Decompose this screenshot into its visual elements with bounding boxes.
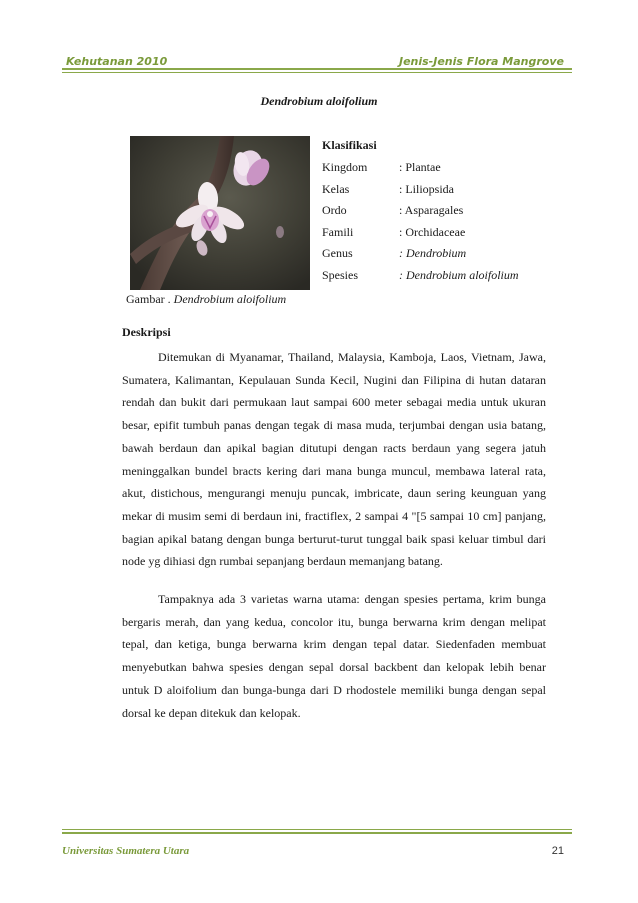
classification-row	[322, 224, 466, 247]
row-key: Kelas	[322, 181, 350, 196]
row-value: : Asparagales	[399, 203, 464, 217]
row-key: Ordo	[322, 203, 347, 217]
description-heading: Deskripsi	[122, 325, 171, 339]
row-key: Genus	[322, 246, 353, 260]
row-key: Spesies	[322, 267, 358, 282]
classification-table	[322, 138, 519, 289]
page-number: 21	[551, 845, 564, 857]
classification-row	[322, 267, 519, 290]
row-value: : Plantae	[399, 160, 441, 174]
header-left: Kehutanan 2010	[66, 55, 168, 68]
row-value: : Dendrobium aloifolium	[399, 267, 519, 282]
row-key: Kingdom	[322, 160, 368, 174]
classification-row	[322, 203, 464, 225]
classification-row	[322, 181, 454, 204]
footer-institution: Universitas Sumatera Utara	[62, 845, 190, 857]
orchid-photo	[130, 136, 310, 290]
classification-row	[322, 246, 467, 268]
row-key: Famili	[322, 224, 354, 239]
footer-rule-thin	[62, 829, 572, 830]
row-value: : Liliopsida	[399, 181, 454, 196]
caption-species: Dendrobium aloifolium	[173, 292, 287, 306]
header-right: Jenis-Jenis Flora Mangrove	[398, 55, 564, 68]
footer-rule	[62, 832, 572, 834]
description-paragraph-1: Ditemukan di Myanamar, Thailand, Malaysia, Kamboja, Laos, Vietnam, Jawa, Sumatera, Kalimantan, Kepulauan Sunda Kecil, Nugini dan Filipina di hutan dataran rendah dan bukit dari permukaan laut sampai 600 meter sebagai media untuk ukuran besar, epifit tumbuh panas dengan tegak di masa muda, terjumbai dengan usia batang, bawah berdaun dan apikal bagian ditutupi dengan racts berdaun yang segera jatuh meninggalkan bundel bracts kering dari mana bunga muncul, membawa lateral rata, akut, distichous, mengurangi menuju puncak, imbricate, daun sering keunguan yang mekar di musim semi di berdaun ini, fractiflex, 2 sampai 4 "[5 sampai 10 cm] panjang, bagian apikal batang dengan bunga berturut-turut tunggal baik spasi keluar timbul dari node yg dihiasi dgn rumbai sepanjang berdaun memanjang batang.	[122, 350, 546, 569]
figure-caption	[126, 292, 286, 307]
row-value: : Dendrobium	[399, 246, 467, 260]
caption-prefix: Gambar .	[126, 292, 174, 306]
page-title: Dendrobium aloifolium	[260, 94, 378, 108]
header-rule-thin	[62, 72, 572, 73]
description-paragraph-2: Tampaknya ada 3 varietas warna utama: dengan spesies pertama, krim bunga bergaris merah, dan yang kedua, concolor itu, bunga berwarna krim dengan melipat tepal, dan ketiga, bunga berwarna krim dengan tepal datar. Siedenfaden membuat menyebutkan bahwa spesies dengan sepal dorsal backbent dan kelopak lebih benar untuk D aloifolium dan bunga-bunga dari D rhodostele memiliki bunga dengan sepal dorsal ke depan ditekuk dan kelopak.	[122, 592, 546, 720]
classification-heading: Klasifikasi	[322, 138, 377, 152]
row-value: : Orchidaceae	[399, 224, 466, 239]
classification-row	[322, 160, 441, 182]
header-rule	[62, 68, 572, 70]
